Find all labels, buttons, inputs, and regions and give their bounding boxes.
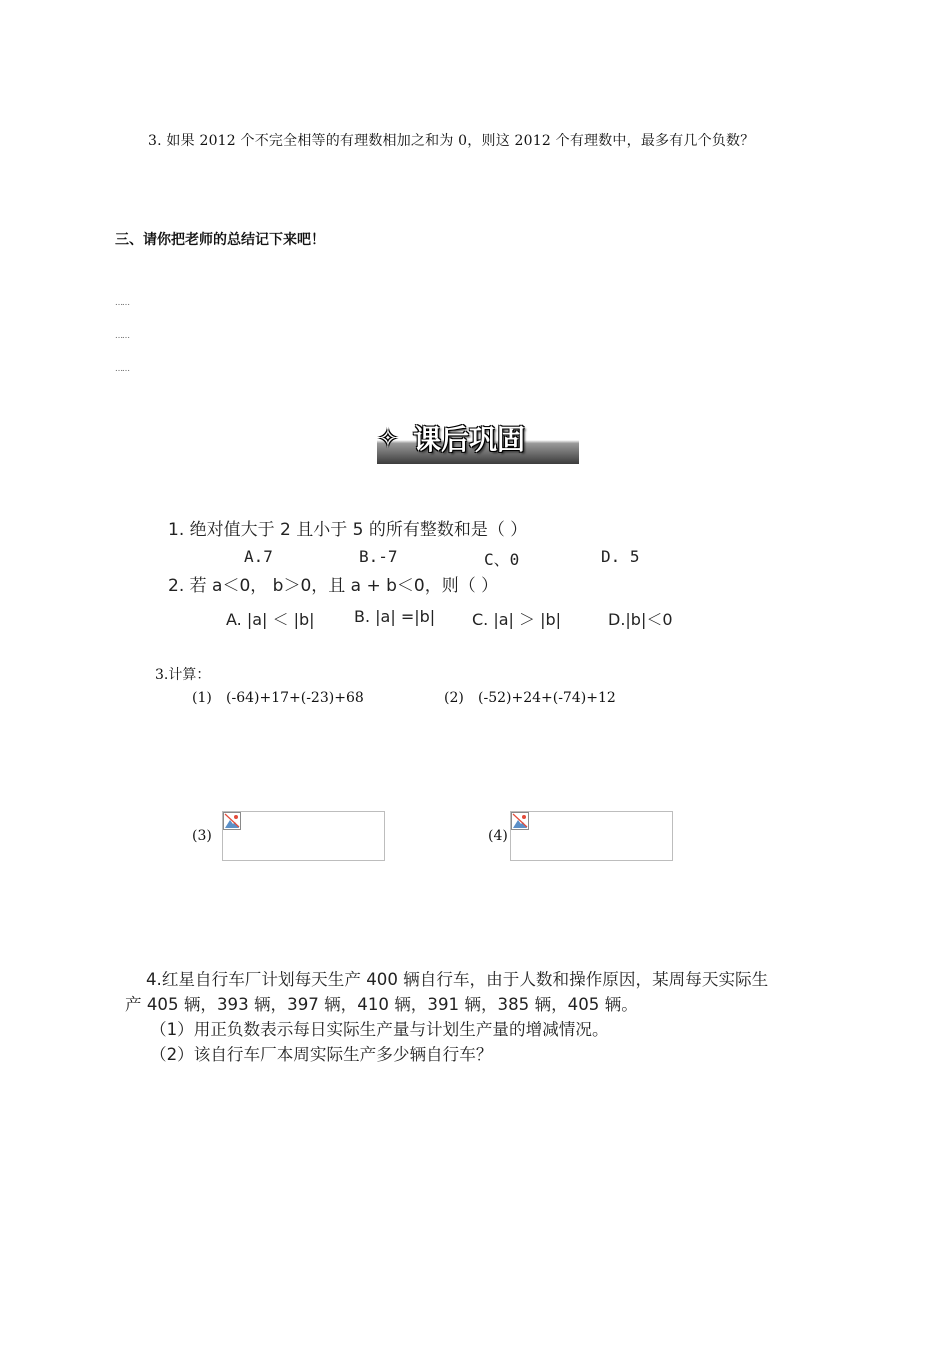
hw-question-2: 2. 若 a＜0， b＞0，且 a + b＜0，则（ ） xyxy=(168,576,499,596)
hw-question-1: 1. 绝对值大于 2 且小于 5 的所有整数和是（ ） xyxy=(168,520,528,540)
hw-question-4-line-2: 产 405 辆，393 辆，397 辆，410 辆，391 辆，385 辆，405 辆。 xyxy=(125,995,638,1014)
hw-q1-option-b: B.-7 xyxy=(359,547,398,566)
hw-q1-option-a: A.7 xyxy=(244,547,273,566)
hw-q1-option-d: D. 5 xyxy=(601,547,640,566)
hw-question-3-label: 3.计算： xyxy=(155,667,211,683)
banner-title: 课后巩固 xyxy=(413,423,526,456)
hw-q2-option-c: C. |a| ＞ |b| xyxy=(472,610,562,629)
broken-image-icon xyxy=(223,812,241,830)
section-banner xyxy=(377,418,579,464)
calc-item-4-image-placeholder xyxy=(510,811,673,861)
hw-q2-option-d: D.|b|＜0 xyxy=(608,610,673,629)
calc-item-4-number: (4) xyxy=(488,828,508,844)
note-line-3: …… xyxy=(115,364,129,373)
hw-question-4-line-1: 4.红星自行车厂计划每天生产 400 辆自行车，由于人数和操作原因，某周每天实际生 xyxy=(146,970,769,989)
calc-item-1-number: (1) xyxy=(192,690,212,706)
calc-item-2-number: (2) xyxy=(444,690,464,706)
hw-q2-option-b: B. |a| =|b| xyxy=(354,607,436,626)
hw-q1-option-c: C、0 xyxy=(484,550,520,569)
hw-q2-option-a: A. |a| ＜ |b| xyxy=(226,610,315,629)
calc-item-3-number: (3) xyxy=(192,828,212,844)
calc-item-1-expression: (-64)+17+(-23)+68 xyxy=(226,690,364,706)
hw-question-4-sub-2: （2）该自行车厂本周实际生产多少辆自行车？ xyxy=(150,1045,493,1064)
note-line-2: …… xyxy=(115,331,129,340)
note-line-1: …… xyxy=(115,298,129,307)
hw-question-4-sub-1: （1）用正负数表示每日实际生产量与计划生产量的增减情况。 xyxy=(150,1020,609,1039)
star-icon: ✧ xyxy=(377,424,399,454)
question-3: 3. 如果 2012 个不完全相等的有理数相加之和为 0，则这 2012 个有理数中，最多有几个负数？ xyxy=(148,133,755,149)
calc-item-3-image-placeholder xyxy=(222,811,385,861)
section-3-heading: 三、请你把老师的总结记下来吧！ xyxy=(115,232,325,248)
broken-image-icon xyxy=(511,812,529,830)
calc-item-2-expression: (-52)+24+(-74)+12 xyxy=(478,690,616,706)
